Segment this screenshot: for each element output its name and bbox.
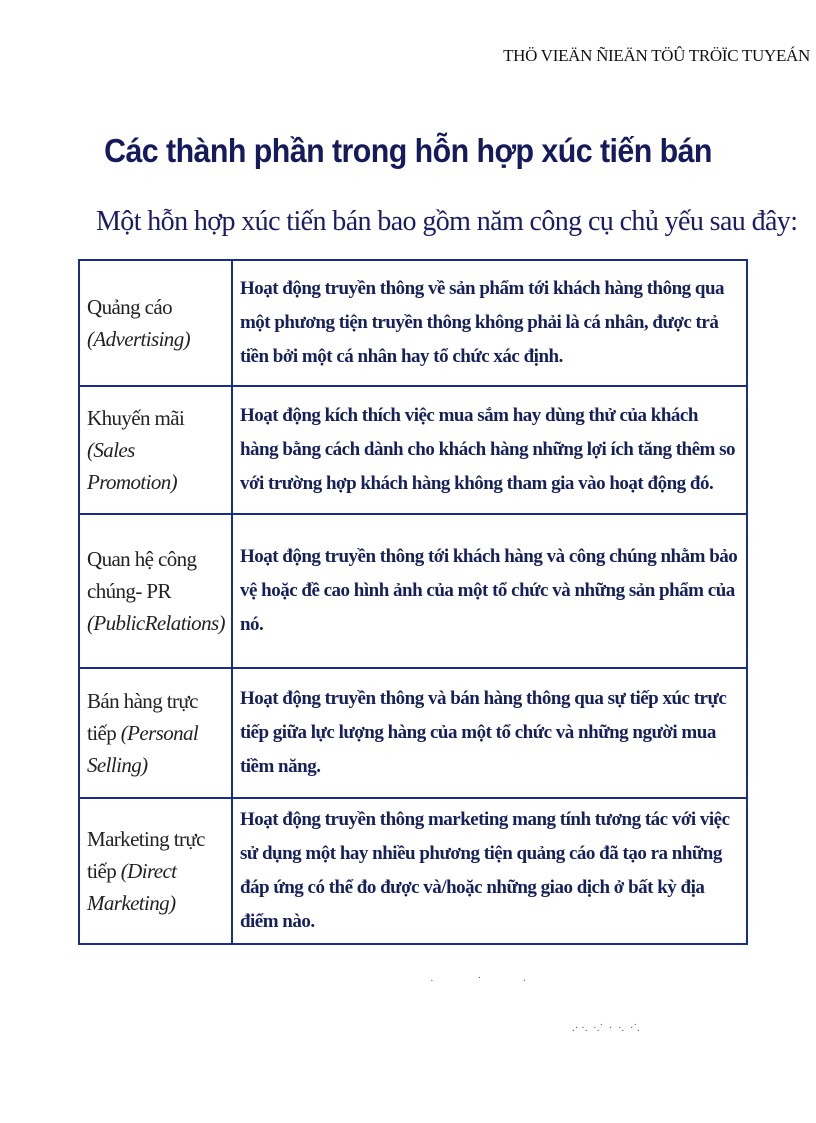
table-row [79,798,747,944]
tool-name-cell [79,668,232,798]
page-title: Các thành phần trong hỗn hợp xúc tiến bán [104,132,712,169]
page-subtitle: Một hỗn hợp xúc tiến bán bao gồm năm công cụ chủ yếu sau đây: [96,206,798,237]
tool-name-en: (Sales Promotion) [87,438,178,494]
tool-name-vi: Quảng cáo [87,295,172,319]
table-row [79,668,747,798]
tool-name-cell [79,386,232,514]
tool-description: Hoạt động truyền thông marketing mang tính tương tác với việc sử dụng một hay nhiều phương tiện quảng cáo đã tạo ra những đáp ứng có thể đo được và/hoặc những giao dịch ở bất kỳ địa điểm nào. [232,798,747,944]
tool-name-en: (Direct Marketing) [87,859,177,915]
tool-name-en: (Advertising) [87,327,191,351]
table-row [79,386,747,514]
tool-name-cell [79,260,232,386]
promotion-tools-table [78,259,748,945]
scan-specks: .· ·. ·.˙ · ·. ·˙. [572,1022,640,1034]
tool-description: Hoạt động kích thích việc mua sắm hay dùng thử của khách hàng bằng cách dành cho khách hàng những lợi ích tăng thêm so với trường hợp khách hàng không tham gia vào hoạt động đó. [232,386,747,514]
tool-description: Hoạt động truyền thông và bán hàng thông qua sự tiếp xúc trực tiếp giữa lực lượng hàng của một tổ chức và những người mua tiềm năng. [232,668,747,798]
tool-name-vi: Marketing trực tiếp [87,827,205,883]
tool-name-cell [79,514,232,668]
tool-name-vi: Bán hàng trực tiếp [87,689,198,745]
scan-specks: · ˙ · [430,975,527,987]
table-row [79,260,747,386]
tool-name-vi: Quan hệ công chúng- PR [87,547,197,603]
site-header: THÖ VIEÄN ÑIEÄN TÖÛ TRÖÏC TUYEÁN [503,46,810,65]
tool-name-vi: Khuyến mãi [87,406,185,430]
table-row [79,514,747,668]
tool-name-cell [79,798,232,944]
tool-name-en: (PublicRelations) [87,611,225,635]
tool-description: Hoạt động truyền thông tới khách hàng và công chúng nhằm bảo vệ hoặc đề cao hình ảnh của một tổ chức và những sản phẩm của nó. [232,514,747,668]
tool-name-en: (Personal Selling) [87,721,199,777]
tool-description: Hoạt động truyền thông về sản phẩm tới khách hàng thông qua một phương tiện truyền thông không phải là cá nhân, được trả tiền bởi một cá nhân hay tổ chức xác định. [232,260,747,386]
